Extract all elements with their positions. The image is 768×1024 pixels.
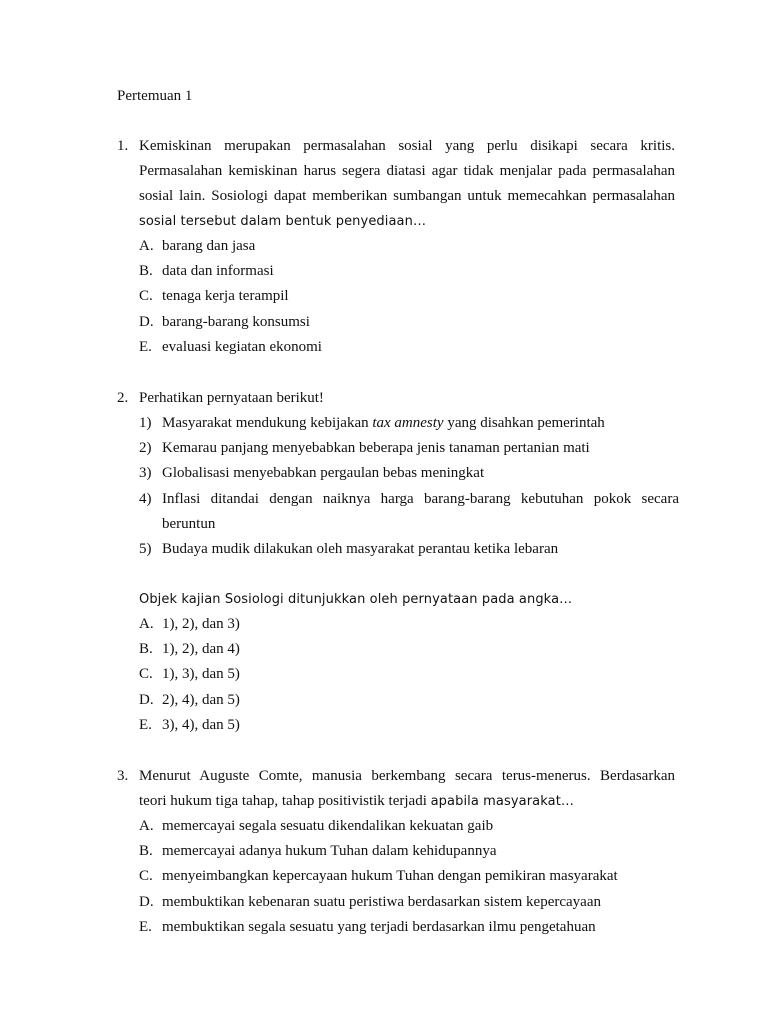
option-text: membuktikan segala sesuatu yang terjadi berdasarkan ilmu pengetahuan <box>162 918 596 935</box>
stem-line <box>139 789 675 814</box>
option-text: menyeimbangkan kepercayaan hukum Tuhan dengan pemikiran masyarakat <box>162 868 618 885</box>
option-text: evaluasi kegiatan ekonomi <box>162 338 322 355</box>
statement-text: Kemarau panjang menyebabkan beberapa jenis tanaman pertanian mati <box>162 440 590 457</box>
option-key: A. <box>139 238 154 254</box>
option-e[interactable] <box>139 713 679 738</box>
statement-key: 5) <box>139 541 152 558</box>
page-title: Pertemuan 1 <box>117 88 193 104</box>
stem-line: sosial lain. Sosiologi dapat memberikan sumbangan untuk memecahkan permasalahan <box>139 188 675 204</box>
statement-text: Globalisasi menyebabkan pergaulan bebas meningkat <box>162 465 485 482</box>
option-c[interactable] <box>139 662 679 687</box>
statement-key: 4) <box>139 490 152 507</box>
option-e[interactable] <box>139 335 679 360</box>
statement-item <box>139 537 679 562</box>
option-key: A. <box>139 616 154 632</box>
stem-last-text: sosial tersebut dalam bentuk penyediaan <box>139 214 413 229</box>
question-stem <box>139 134 675 234</box>
option-key: B. <box>139 263 153 280</box>
option-c[interactable] <box>139 864 679 889</box>
option-text: barang-barang konsumsi <box>162 313 310 330</box>
stem-line: Kemiskinan merupakan permasalahan sosial yang perlu disikapi secara kritis. <box>139 138 675 154</box>
option-a[interactable] <box>139 234 679 259</box>
question-number: 2. <box>117 390 129 406</box>
options-list <box>139 234 679 360</box>
option-text: 2), 4), dan 5) <box>162 691 240 708</box>
option-b[interactable] <box>139 259 679 284</box>
option-key: D. <box>139 691 154 708</box>
stem-last-text: apabila masyarakat <box>430 794 561 809</box>
question-number: 3. <box>117 768 129 784</box>
question-number: 1. <box>117 138 129 154</box>
question-prompt <box>139 587 572 612</box>
option-d[interactable] <box>139 310 679 335</box>
option-c[interactable] <box>139 284 679 309</box>
option-a[interactable] <box>139 612 679 637</box>
statement-italic-text: tax amnesty <box>372 415 444 431</box>
ellipsis: … <box>560 794 575 809</box>
statement-item <box>139 487 679 537</box>
option-key: B. <box>139 843 153 860</box>
option-key: A. <box>139 818 154 834</box>
statement-item <box>139 411 679 436</box>
statement-text: Inflasi ditandai dengan naiknya harga barang-barang kebutuhan pokok secara beruntun <box>162 490 679 532</box>
option-key: C. <box>139 288 153 305</box>
options-list <box>139 814 679 940</box>
statement-item <box>139 436 679 461</box>
statement-text: Budaya mudik dilakukan oleh masyarakat perantau ketika lebaran <box>162 541 559 558</box>
statement-text: yang disahkan pemerintah <box>443 415 605 431</box>
option-key: E. <box>139 918 152 935</box>
option-text: 1), 2), dan 4) <box>162 641 240 658</box>
statement-key: 1) <box>139 415 152 431</box>
option-text: barang dan jasa <box>162 238 256 254</box>
option-b[interactable] <box>139 637 679 662</box>
option-text: membuktikan kebenaran suatu peristiwa berdasarkan sistem kepercayaan <box>162 893 601 910</box>
stem-line: Permasalahan kemiskinan harus segera diatasi agar tidak menjalar pada permasalahan <box>139 163 675 179</box>
option-key: C. <box>139 666 153 683</box>
option-text: 1), 2), dan 3) <box>162 616 240 632</box>
stem-last-serif: teori hukum tiga tahap, tahap positivistik terjadi <box>139 793 431 809</box>
option-text: 1), 3), dan 5) <box>162 666 240 683</box>
option-a[interactable] <box>139 814 679 839</box>
option-d[interactable] <box>139 688 679 713</box>
option-text: 3), 4), dan 5) <box>162 716 240 733</box>
ellipsis: … <box>559 592 573 607</box>
statement-text: Masyarakat mendukung kebijakan <box>162 415 373 431</box>
option-key: D. <box>139 893 154 910</box>
statement-key: 2) <box>139 440 152 457</box>
options-list <box>139 612 679 738</box>
option-b[interactable] <box>139 839 679 864</box>
option-text: data dan informasi <box>162 263 274 280</box>
option-text: memercayai adanya hukum Tuhan dalam kehidupannya <box>162 843 497 860</box>
statement-key: 3) <box>139 465 152 482</box>
option-d[interactable] <box>139 890 679 915</box>
statements-list <box>139 411 679 562</box>
option-key: E. <box>139 716 152 733</box>
stem-line <box>139 209 675 234</box>
option-key: E. <box>139 338 152 355</box>
question-stem: Perhatikan pernyataan berikut! <box>139 390 324 406</box>
ellipsis: … <box>412 214 427 229</box>
option-e[interactable] <box>139 915 679 940</box>
statement-item <box>139 461 679 486</box>
option-key: B. <box>139 641 153 658</box>
option-text: tenaga kerja terampil <box>162 288 289 305</box>
stem-line: Menurut Auguste Comte, manusia berkembang secara terus-menerus. Berdasarkan <box>139 768 675 784</box>
prompt-text: Objek kajian Sosiologi ditunjukkan oleh pernyataan pada angka <box>139 592 560 607</box>
option-key: C. <box>139 868 153 885</box>
question-stem <box>139 764 675 814</box>
option-key: D. <box>139 313 154 330</box>
option-text: memercayai segala sesuatu dikendalikan kekuatan gaib <box>162 818 494 834</box>
